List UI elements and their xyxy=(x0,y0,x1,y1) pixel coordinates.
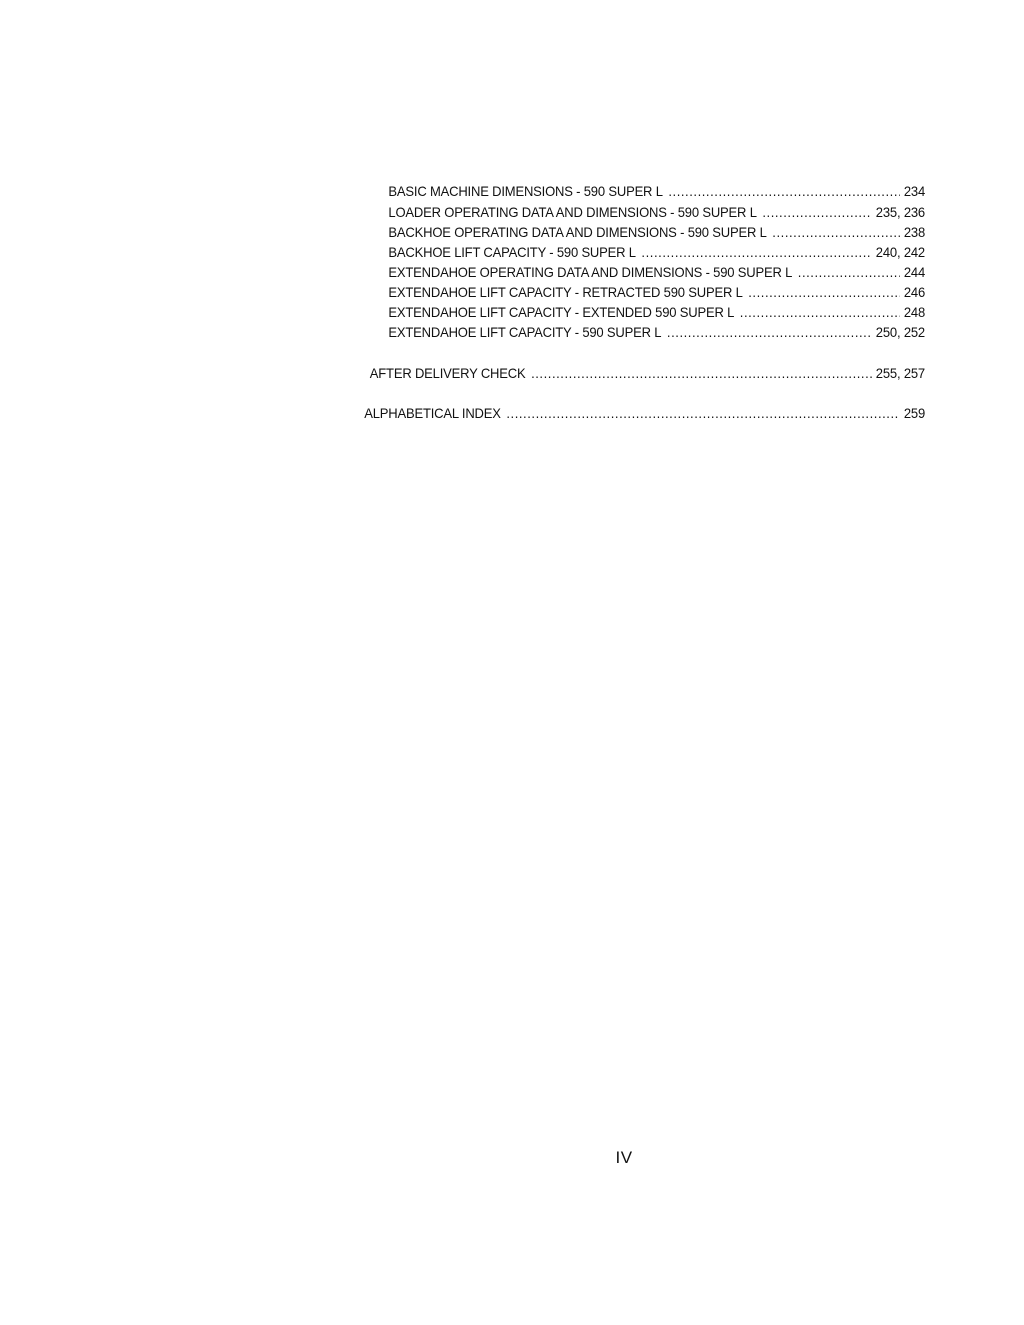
toc-entry-alphabetical-index xyxy=(364,403,925,423)
toc-entry-title: BACKHOE OPERATING DATA AND DIMENSIONS - 590 SUPER L xyxy=(388,224,767,240)
toc-entry-title: EXTENDAHOE LIFT CAPACITY - 590 SUPER L xyxy=(388,324,662,340)
toc-entry-extendahoe-lift-capacity xyxy=(388,322,925,342)
toc-entry-title: AFTER DELIVERY CHECK xyxy=(369,365,526,381)
toc-entry-backhoe-operating-data xyxy=(388,222,925,242)
toc-entry-after-delivery-check xyxy=(370,363,925,383)
toc-dot-leader xyxy=(641,242,872,262)
toc-entry-page: 248 xyxy=(903,304,925,320)
toc-entry-title: EXTENDAHOE LIFT CAPACITY - EXTENDED 590 SUPER L xyxy=(388,304,735,320)
toc-entry-page: 234 xyxy=(903,183,925,199)
toc-entry-title: EXTENDAHOE LIFT CAPACITY - RETRACTED 590 SUPER L xyxy=(388,284,743,300)
toc-entry-page: 235, 236 xyxy=(875,204,925,220)
toc-entry-loader-operating-data xyxy=(388,202,925,222)
toc-dot-leader xyxy=(762,202,872,222)
toc-entry-basic-machine-dimensions xyxy=(388,181,925,201)
toc-entry-title: BASIC MACHINE DIMENSIONS - 590 SUPER L xyxy=(388,183,663,199)
toc-dot-leader xyxy=(668,181,900,201)
toc-dot-leader xyxy=(798,262,900,282)
toc-entry-page: 259 xyxy=(903,405,925,421)
toc-entry-title: EXTENDAHOE OPERATING DATA AND DIMENSIONS - 590 SUPER L xyxy=(388,264,793,280)
toc-entry-extendahoe-lift-retracted xyxy=(388,282,925,302)
toc-entry-extendahoe-operating-data xyxy=(388,262,925,282)
toc-dot-leader xyxy=(667,322,872,342)
toc-entry-page: 255, 257 xyxy=(875,365,925,381)
toc-dot-leader xyxy=(531,363,872,383)
toc-dot-leader xyxy=(748,282,900,302)
toc-entry-extendahoe-lift-extended xyxy=(388,302,925,322)
toc-entry-page: 244 xyxy=(903,264,925,280)
toc-entry-title: ALPHABETICAL INDEX xyxy=(364,405,501,421)
toc-entry-backhoe-lift-capacity xyxy=(388,242,925,262)
toc-entry-title: BACKHOE LIFT CAPACITY - 590 SUPER L xyxy=(388,244,636,260)
toc-entry-page: 246 xyxy=(903,284,925,300)
toc-entry-title: LOADER OPERATING DATA AND DIMENSIONS - 590 SUPER L xyxy=(388,204,757,220)
page-number: IV xyxy=(615,1148,633,1167)
toc-dot-leader xyxy=(506,403,900,423)
toc-dot-leader xyxy=(772,222,900,242)
toc-dot-leader xyxy=(740,302,900,322)
toc-entry-page: 250, 252 xyxy=(875,324,925,340)
toc-entry-page: 240, 242 xyxy=(875,244,925,260)
toc-entry-page: 238 xyxy=(903,224,925,240)
